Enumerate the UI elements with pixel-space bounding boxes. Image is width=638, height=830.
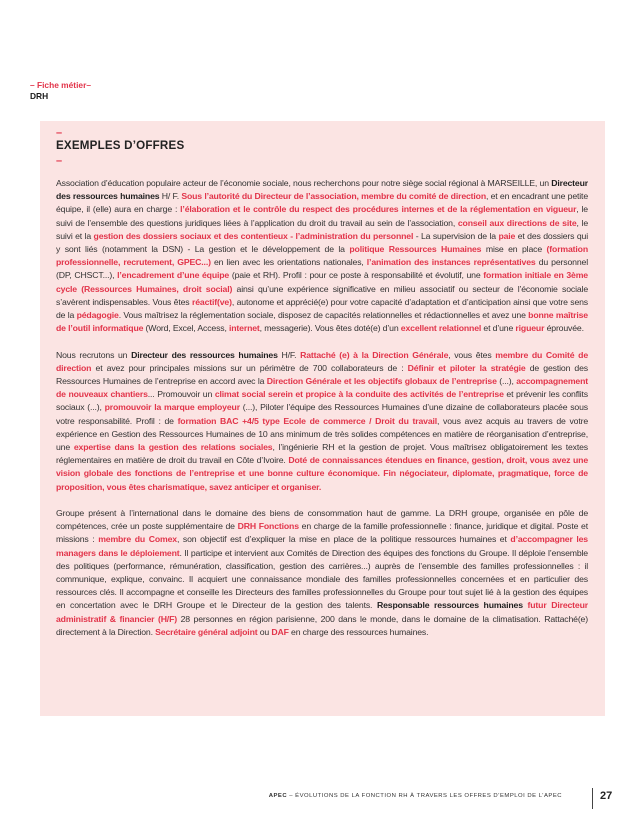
body-text: de gestion des Ressources Humaines de l’entreprise en accord avec la [56, 362, 588, 387]
body-text: , l’ingénierie RH et la gestion de projet. Vous maîtrisez obligatoirement les textes réglementaires en matière de droit du travail en Côte d’Ivoire. [56, 442, 588, 466]
page-number: 27 [600, 790, 613, 802]
footer-title: – ÉVOLUTIONS DE LA FONCTION RH À TRAVERS LES OFFRES D’EMPLOI DE L’APEC [287, 793, 562, 799]
body-text: , messagerie). Vous êtes doté(e) d’un [259, 323, 401, 334]
footer-brand: APEC [268, 793, 288, 799]
body-text: mise en place [481, 244, 547, 255]
highlight-text: Direction Générale et les objectifs globaux de l’entreprise [266, 376, 497, 387]
offer-paragraph [56, 507, 588, 639]
body-text: . Il participe et intervient aux Comités de Direction des équipes des fonctions du Groupe. Il déploie l’ensemble des politiques (performance, rémunération, classification, gestion des carrières...) auprès de l’ensemble des familles professionnelles : il communique, explique, convainc. Il acquiert une connaissance mondiale des familles professionnelles concernées et en particulier des ressources clés. Il accompagne et conseille les Directeurs des familles professionnelles du Groupe pour tout sujet lié à la gestion des équipes en concertation avec le DRH Groupe et le Directeur de la gestion des talents. [56, 547, 588, 611]
highlight-text: expertise dans la gestion des relations sociales [73, 442, 273, 453]
highlight-text: conseil aux directions de site [457, 217, 577, 228]
offer-paragraph [56, 177, 588, 335]
highlight-text: internet [229, 323, 260, 334]
breadcrumb [30, 80, 91, 102]
body-text: H/ F. [159, 191, 182, 202]
highlight-text: formation BAC +4/5 type Ecole de commerce / Droit du travail [177, 415, 438, 426]
body-text: éprouvée. [544, 323, 584, 334]
highlight-text: Secrétaire général adjoint [155, 626, 258, 637]
body-text: du personnel (DP, CHSCT...), [56, 257, 588, 281]
highlight-text: promouvoir la marque employeur [104, 402, 240, 413]
body-text: , vous êtes [448, 349, 496, 360]
highlight-text: gestion des dossiers sociaux et des contentieux - l’administration du personnel [93, 230, 414, 241]
offers-list [56, 177, 588, 639]
highlight-text: Définir et piloter la stratégie [407, 362, 526, 373]
body-text: en lien avec les orientations nationales, [210, 257, 367, 268]
highlight-text: d’accompagner les managers dans le déploiement [56, 534, 588, 558]
body-text: , vous avez acquis au travers de votre expérience en Gestion des Ressources Humaines de 10 ans minimum de très solides compétences en matière de réorganisation d’entreprise, une [56, 415, 589, 453]
body-text: ainsi qu’une expérience significative en milieu associatif ou secteur de l’économie sociale s’avèrent indispensables. Vous êtes [56, 283, 588, 307]
highlight-text: DAF [271, 626, 289, 637]
highlight-text: DRH Fonctions [237, 521, 299, 532]
highlight-text: Doté de connaissances étendues en finance, gestion, droit, vous avez une vision globale des fonctions de l’entreprise et une bonne culture économique. Fin négociateur, diplomate, pragmatique, force de proposition, vous êtes charismatique, savez anticiper et organiser. [56, 455, 588, 492]
highlight-text: excellent relationnel [400, 323, 482, 334]
body-text: ... Promouvoir un [147, 389, 215, 400]
highlight-text: (formation professionnelle, recrutement, GPEC...) [56, 244, 588, 268]
bold-text: Directeur des ressources humaines [56, 178, 588, 202]
highlight-text: accompagnement de nouveaux chantiers [56, 376, 588, 400]
highlight-text: paie [498, 230, 516, 241]
body-text: Groupe présent à l’international dans le domaine des biens de consommation haut de gamme. La DRH groupe, organisée en pôle de compétences, crée un poste supplémentaire de [56, 508, 588, 532]
bold-text: Directeur des ressources humaines [131, 349, 278, 360]
offer-paragraph [56, 349, 588, 494]
highlight-text: rigueur [515, 323, 545, 334]
highlight-text: l’animation des instances représentatives [366, 257, 536, 268]
highlight-text: bonne maîtrise de l’outil informatique [56, 310, 588, 334]
breadcrumb-job: DRH [30, 91, 49, 101]
highlight-text: formation initiale en 3ème cycle (Ressources Humaines, droit social) [56, 270, 588, 294]
footer-divider [592, 788, 593, 809]
highlight-text: l’encadrement d’une équipe [117, 270, 230, 281]
body-text: en charge de la famille professionnelle : finance, juridique et digital. Poste et missions : [56, 521, 588, 545]
body-text: , son objectif est d’expliquer la mise en place de la politique ressources humaines et [176, 534, 511, 545]
body-text: 28 personnes en région parisienne, 200 dans le monde, dans le domaine de la climatisation. Rattaché(e) directement à la Direction. [56, 613, 588, 637]
body-text: , le suivi et la [56, 217, 589, 241]
body-text: Association d’éducation populaire acteur de l’économie sociale, nous recherchons pour notre siège social régional à MARSEILLE, un [56, 178, 552, 188]
highlight-text: membre du Comité de direction [56, 349, 589, 373]
body-text: ou [257, 626, 272, 637]
body-text: (...), [496, 376, 517, 387]
highlight-text: Sous l’autorité du Directeur de l’association, membre du comité de direction [181, 191, 486, 202]
section-title: EXEMPLES D’OFFRES [56, 139, 185, 152]
footer-text [269, 793, 562, 799]
body-text: et prévenir les conflits sociaux (...), [56, 389, 589, 413]
highlight-text: futur Directeur administratif & financier (H/F) [56, 600, 588, 624]
body-text: et d’une [481, 323, 516, 334]
highlight-text: climat social serein et propice à la conduite des activités de l’entreprise [214, 389, 504, 400]
highlight-text: pédagogie [76, 310, 119, 321]
body-text: - La supervision de la [413, 230, 499, 241]
body-text: , autonome et apprécié(e) pour votre capacité d’adaptation et d’anticipation ainsi que votre sens de la [56, 296, 588, 321]
body-text: H/F. [277, 349, 301, 360]
offers-box [40, 121, 605, 716]
title-dash-top: – [56, 127, 63, 139]
highlight-text: l’élaboration et le contrôle du respect des procédures internes et de la réglementation en vigueur [180, 204, 577, 215]
body-text: , et en encadrant une petite équipe, il (elle) aura en charge : [56, 191, 588, 215]
title-dash-bottom: – [56, 155, 63, 167]
highlight-text: politique Ressources Humaines [349, 244, 482, 255]
body-text: , le suivi de l’ensemble des questions juridiques liées à l’application du droit du travail au sein de l’association, [56, 204, 588, 228]
body-text: en charge des ressources humaines. [288, 626, 429, 637]
body-text: (...), Piloter l’équipe des Ressources Humaines d’une dizaine de collaborateurs placée sous votre responsabilité. Profil : de [56, 402, 588, 426]
body-text: et avez pour principales missions sur un périmètre de 700 collaborateurs de : [91, 362, 408, 373]
bold-text: Responsable ressources humaines [376, 600, 523, 611]
highlight-text: Rattaché (e) à la Direction Générale [300, 349, 449, 360]
highlight-text: membre du Comex [98, 534, 177, 545]
body-text: (paie et RH). Profil : pour ce poste à responsabilité et évolutif, une [229, 270, 484, 281]
body-text: (Word, Excel, Access, [143, 323, 229, 334]
body-text: . Vous maîtrisez la réglementation sociale, disposez de capacités relationnelles et rédactionnelles et avez une [118, 310, 529, 321]
highlight-text: réactif(ve) [191, 296, 232, 307]
body-text: Nous recrutons un [56, 349, 132, 360]
breadcrumb-category: – Fiche métier– [30, 80, 91, 90]
body-text: et des dossiers qui y sont liés (notamment la DSN) - La gestion et le développement de la [56, 230, 589, 255]
